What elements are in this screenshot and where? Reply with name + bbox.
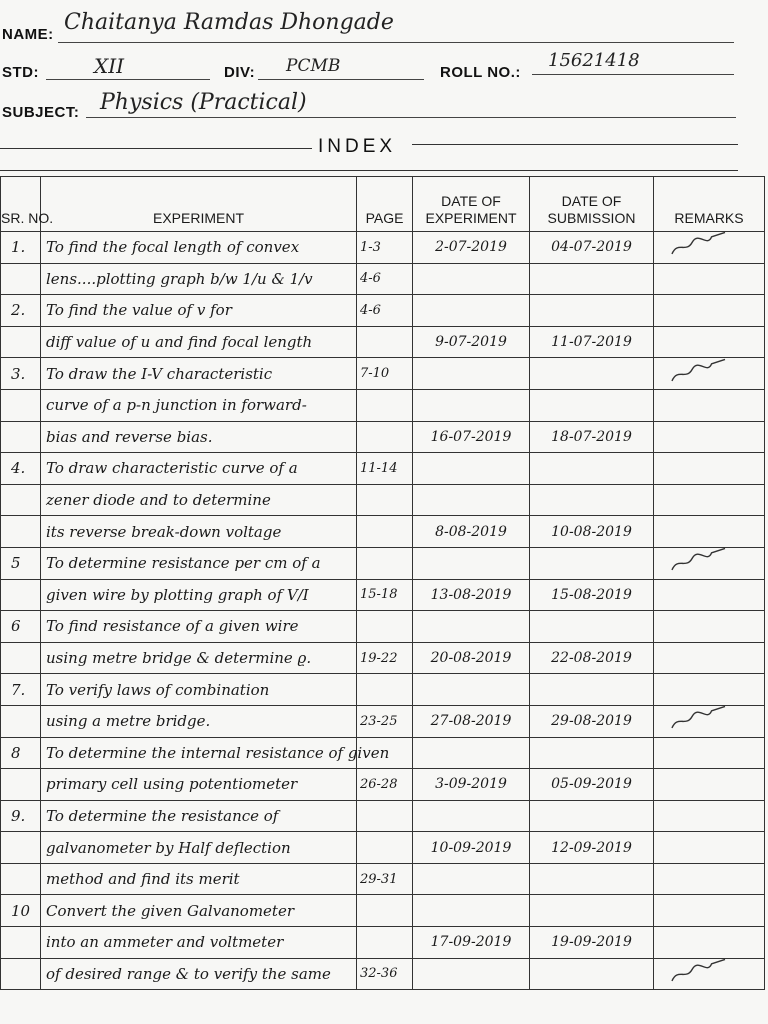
date-submission-cell <box>530 737 654 769</box>
table-row <box>1 832 765 864</box>
page-cell <box>357 832 413 864</box>
subject-label: SUBJECT: <box>2 104 80 121</box>
table-row <box>1 895 765 927</box>
date-experiment-cell: 20-08-2019 <box>413 642 530 674</box>
roll-label: ROLL NO.: <box>440 64 521 81</box>
remarks-cell <box>654 927 765 959</box>
page-cell: 4-6 <box>357 263 413 295</box>
name-value: Chaitanya Ramdas Dhongade <box>64 10 394 35</box>
signature-mark <box>658 546 731 579</box>
remarks-cell <box>654 579 765 611</box>
std-label: STD: <box>2 64 39 81</box>
table-row <box>1 800 765 832</box>
page-cell <box>357 895 413 927</box>
sr-cell <box>1 642 41 674</box>
sr-cell <box>1 769 41 801</box>
table-row <box>1 705 765 737</box>
date-submission-cell <box>530 547 654 579</box>
subject-underline <box>86 117 736 118</box>
experiment-cell: To draw the I-V characteristic <box>41 358 357 390</box>
col-header-experiment: EXPERIMENT <box>41 177 357 232</box>
page-cell: 7-10 <box>357 358 413 390</box>
date-submission-cell: 15-08-2019 <box>530 579 654 611</box>
date-experiment-cell: 27-08-2019 <box>413 705 530 737</box>
date-experiment-cell <box>413 958 530 990</box>
table-row <box>1 326 765 358</box>
signature-mark <box>658 704 731 737</box>
table-row <box>1 642 765 674</box>
sr-cell: 2. <box>1 295 41 327</box>
table-header-row <box>1 177 765 232</box>
date-experiment-cell <box>413 674 530 706</box>
div-underline <box>258 79 424 80</box>
date-submission-cell: 11-07-2019 <box>530 326 654 358</box>
div-value: PCMB <box>286 56 341 76</box>
date-submission-cell <box>530 895 654 927</box>
date-experiment-cell <box>413 358 530 390</box>
page-cell <box>357 516 413 548</box>
page-cell: 29-31 <box>357 863 413 895</box>
experiment-cell: Convert the given Galvanometer <box>41 895 357 927</box>
page-cell <box>357 800 413 832</box>
col-header-date-experiment: DATE OF EXPERIMENT <box>413 177 530 232</box>
date-submission-cell: 05-09-2019 <box>530 769 654 801</box>
experiment-cell: using a metre bridge. <box>41 705 357 737</box>
sr-cell <box>1 326 41 358</box>
date-experiment-cell <box>413 484 530 516</box>
col-header-page: PAGE <box>357 177 413 232</box>
remarks-cell <box>654 800 765 832</box>
remarks-cell <box>654 358 765 390</box>
table-row <box>1 674 765 706</box>
experiment-cell: To draw characteristic curve of a <box>41 453 357 485</box>
date-submission-cell <box>530 674 654 706</box>
date-experiment-cell <box>413 453 530 485</box>
sr-cell: 8 <box>1 737 41 769</box>
remarks-cell <box>654 737 765 769</box>
date-experiment-cell <box>413 295 530 327</box>
experiment-cell: bias and reverse bias. <box>41 421 357 453</box>
page-cell: 23-25 <box>357 705 413 737</box>
roll-value: 15621418 <box>548 50 640 71</box>
date-experiment-cell: 10-09-2019 <box>413 832 530 864</box>
experiment-cell: curve of a p-n junction in forward- <box>41 389 357 421</box>
remarks-cell <box>654 705 765 737</box>
date-submission-cell <box>530 484 654 516</box>
table-top-rule <box>0 170 738 171</box>
date-experiment-cell <box>413 863 530 895</box>
date-experiment-cell <box>413 547 530 579</box>
remarks-cell <box>654 453 765 485</box>
experiment-cell: given wire by plotting graph of V/I <box>41 579 357 611</box>
table-row <box>1 611 765 643</box>
page-cell: 1-3 <box>357 232 413 264</box>
experiment-cell: diff value of u and find focal length <box>41 326 357 358</box>
date-experiment-cell <box>413 263 530 295</box>
date-submission-cell: 04-07-2019 <box>530 232 654 264</box>
page-cell: 19-22 <box>357 642 413 674</box>
table-row <box>1 769 765 801</box>
sr-cell: 4. <box>1 453 41 485</box>
date-submission-cell <box>530 389 654 421</box>
index-rule-left <box>0 148 312 149</box>
remarks-cell <box>654 958 765 990</box>
experiment-cell: zener diode and to determine <box>41 484 357 516</box>
name-underline <box>58 42 734 43</box>
remarks-cell <box>654 547 765 579</box>
std-underline <box>46 79 210 80</box>
date-submission-cell: 12-09-2019 <box>530 832 654 864</box>
date-experiment-cell <box>413 800 530 832</box>
experiment-cell: of desired range & to verify the same <box>41 958 357 990</box>
table-row <box>1 453 765 485</box>
page-cell: 26-28 <box>357 769 413 801</box>
date-experiment-cell: 3-09-2019 <box>413 769 530 801</box>
date-submission-cell <box>530 800 654 832</box>
sr-cell: 7. <box>1 674 41 706</box>
sr-cell: 9. <box>1 800 41 832</box>
table-row <box>1 737 765 769</box>
div-label: DIV: <box>224 64 256 81</box>
remarks-cell <box>654 769 765 801</box>
date-submission-cell <box>530 958 654 990</box>
remarks-cell <box>654 421 765 453</box>
sr-cell <box>1 421 41 453</box>
experiment-cell: To find resistance of a given wire <box>41 611 357 643</box>
page-cell: 4-6 <box>357 295 413 327</box>
experiment-cell: primary cell using potentiometer <box>41 769 357 801</box>
remarks-cell <box>654 232 765 264</box>
date-experiment-cell: 9-07-2019 <box>413 326 530 358</box>
sr-cell <box>1 389 41 421</box>
date-submission-cell: 18-07-2019 <box>530 421 654 453</box>
page-cell <box>357 484 413 516</box>
page-cell <box>357 326 413 358</box>
table-row <box>1 484 765 516</box>
index-table <box>0 176 765 990</box>
date-submission-cell <box>530 295 654 327</box>
table-row <box>1 295 765 327</box>
date-submission-cell: 10-08-2019 <box>530 516 654 548</box>
date-submission-cell <box>530 263 654 295</box>
table-row <box>1 516 765 548</box>
signature-mark <box>658 230 731 263</box>
sr-cell <box>1 958 41 990</box>
date-submission-cell <box>530 611 654 643</box>
sr-cell <box>1 484 41 516</box>
date-experiment-cell: 13-08-2019 <box>413 579 530 611</box>
experiment-cell: its reverse break-down voltage <box>41 516 357 548</box>
remarks-cell <box>654 674 765 706</box>
remarks-cell <box>654 263 765 295</box>
index-title: INDEX <box>318 136 397 157</box>
experiment-cell: into an ammeter and voltmeter <box>41 927 357 959</box>
date-experiment-cell <box>413 389 530 421</box>
experiment-cell: method and find its merit <box>41 863 357 895</box>
remarks-cell <box>654 389 765 421</box>
experiment-cell: To determine the resistance of <box>41 800 357 832</box>
page-cell: 15-18 <box>357 579 413 611</box>
std-value: XII <box>94 54 125 78</box>
page-cell: 11-14 <box>357 453 413 485</box>
experiment-cell: lens....plotting graph b/w 1/u & 1/v <box>41 263 357 295</box>
date-submission-cell <box>530 863 654 895</box>
sr-cell <box>1 579 41 611</box>
date-experiment-cell: 2-07-2019 <box>413 232 530 264</box>
date-experiment-cell <box>413 737 530 769</box>
date-submission-cell: 29-08-2019 <box>530 705 654 737</box>
experiment-cell: To verify laws of combination <box>41 674 357 706</box>
remarks-cell <box>654 832 765 864</box>
signature-mark <box>658 357 731 390</box>
experiment-cell: To find the value of v for <box>41 295 357 327</box>
table-row <box>1 927 765 959</box>
experiment-cell: To determine resistance per cm of a <box>41 547 357 579</box>
index-rule-right <box>412 144 738 145</box>
date-submission-cell: 22-08-2019 <box>530 642 654 674</box>
sr-cell <box>1 263 41 295</box>
signature-mark <box>658 957 731 990</box>
name-label: NAME: <box>2 26 54 43</box>
col-header-sr: SR. NO. <box>1 177 41 232</box>
sr-cell: 10 <box>1 895 41 927</box>
table-row <box>1 863 765 895</box>
col-header-date-submission: DATE OF SUBMISSION <box>530 177 654 232</box>
date-experiment-cell: 16-07-2019 <box>413 421 530 453</box>
sr-cell: 1. <box>1 232 41 264</box>
date-submission-cell <box>530 358 654 390</box>
page-cell <box>357 547 413 579</box>
table-row <box>1 547 765 579</box>
page-cell <box>357 611 413 643</box>
sr-cell <box>1 927 41 959</box>
sr-cell: 5 <box>1 547 41 579</box>
table-row <box>1 958 765 990</box>
date-submission-cell: 19-09-2019 <box>530 927 654 959</box>
sr-cell <box>1 832 41 864</box>
sr-cell: 6 <box>1 611 41 643</box>
remarks-cell <box>654 863 765 895</box>
page-cell <box>357 421 413 453</box>
experiment-cell: galvanometer by Half deflection <box>41 832 357 864</box>
experiment-cell: To determine the internal resistance of given <box>41 737 357 769</box>
remarks-cell <box>654 295 765 327</box>
date-experiment-cell: 8-08-2019 <box>413 516 530 548</box>
sr-cell <box>1 863 41 895</box>
remarks-cell <box>654 642 765 674</box>
page-cell: 32-36 <box>357 958 413 990</box>
experiment-cell: To find the focal length of convex <box>41 232 357 264</box>
date-experiment-cell: 17-09-2019 <box>413 927 530 959</box>
table-row <box>1 358 765 390</box>
table-row <box>1 579 765 611</box>
table-row <box>1 232 765 264</box>
roll-underline <box>532 74 734 75</box>
col-header-remarks: REMARKS <box>654 177 765 232</box>
date-submission-cell <box>530 453 654 485</box>
sr-cell: 3. <box>1 358 41 390</box>
remarks-cell <box>654 484 765 516</box>
remarks-cell <box>654 516 765 548</box>
sr-cell <box>1 705 41 737</box>
table-row <box>1 421 765 453</box>
experiment-cell: using metre bridge & determine ϱ. <box>41 642 357 674</box>
remarks-cell <box>654 895 765 927</box>
date-experiment-cell <box>413 611 530 643</box>
table-row <box>1 263 765 295</box>
remarks-cell <box>654 611 765 643</box>
sr-cell <box>1 516 41 548</box>
remarks-cell <box>654 326 765 358</box>
table-row <box>1 389 765 421</box>
date-experiment-cell <box>413 895 530 927</box>
page-cell <box>357 674 413 706</box>
page-cell <box>357 389 413 421</box>
subject-value: Physics (Practical) <box>100 90 307 115</box>
page-cell <box>357 927 413 959</box>
